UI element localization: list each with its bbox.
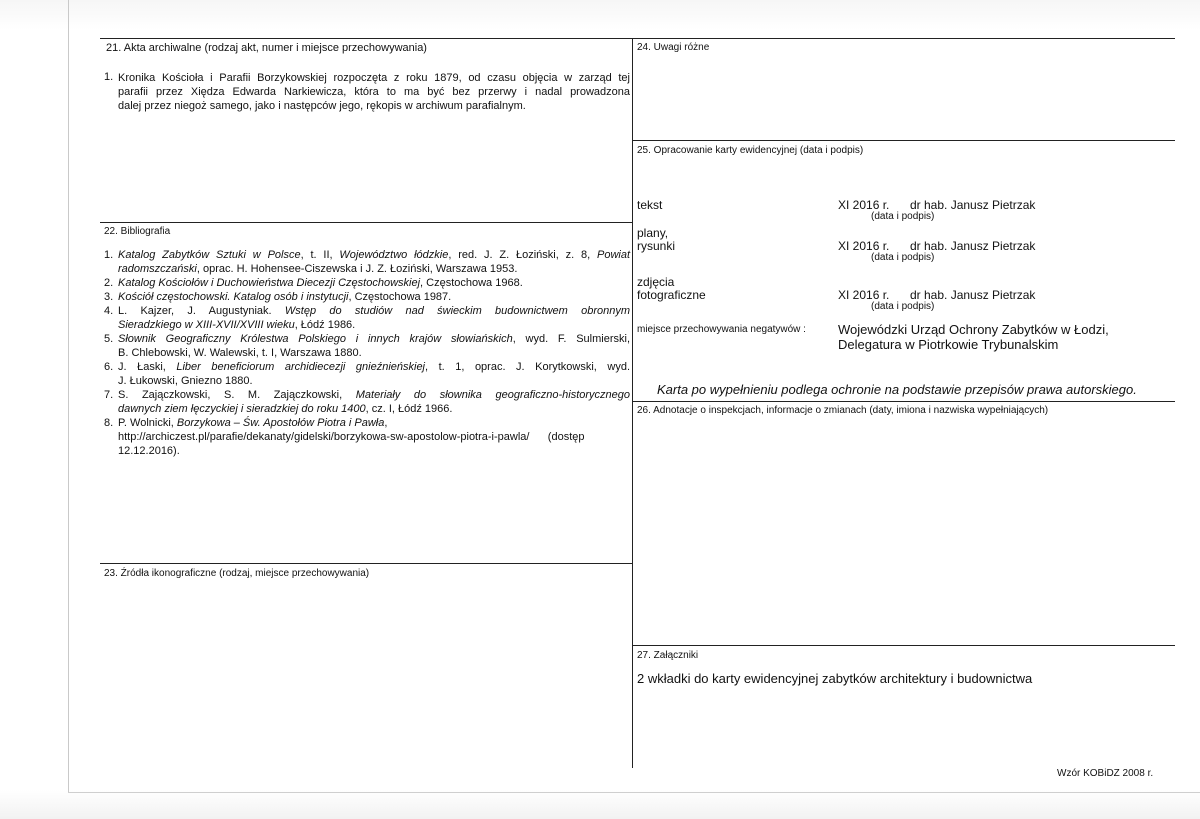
bib-item-line: Katalog Zabytków Sztuki w Polsce, t. II, Województwo łódzkie, red. J. Z. Łoziński, z. 8, Powiat <box>118 249 631 261</box>
bib-item-line: Sieradzkiego w XIII-XVII/XVIII wieku, Łódź 1986. <box>118 319 356 331</box>
prep-row-name: zdjęcia <box>637 275 675 289</box>
prep-row-date: XI 2016 r. <box>838 239 890 253</box>
bib-item-line: S. Zajączkowski, S. M. Zajączkowski, Materiały do słownika geograficzno-historycznego <box>118 389 630 401</box>
bib-item-line: P. Wolnicki, Borzykowa – Św. Apostołów Piotra i Pawła, <box>118 417 388 429</box>
rule-26-27 <box>632 645 1175 646</box>
bib-item-line: radomszczański, oprac. H. Hohensee-Ciszewska i J. Z. Łoziński, Warszawa 1953. <box>118 263 518 275</box>
negatives-location-label: miejsce przechowywania negatywów : <box>637 324 806 335</box>
bib-item-line: B. Chlebowski, W. Walewski, t. I, Warszawa 1880. <box>118 347 362 359</box>
prep-row-date: XI 2016 r. <box>838 288 890 302</box>
archive-item-line: dalej przez niegoż samego, jako i następców jego, rękopis w archiwum parafialnym. <box>118 100 526 112</box>
section-24-label: 24. Uwagi różne <box>637 42 710 53</box>
prep-row-person: dr hab. Janusz Pietrzak <box>910 239 1036 253</box>
bib-item-line: dawnych ziem łęczyckiej i sieradzkiej do roku 1400, cz. I, Łódź 1966. <box>118 403 453 415</box>
prep-row-date: XI 2016 r. <box>838 198 890 212</box>
prep-row-signature-caption: (data i podpis) <box>871 211 935 222</box>
negatives-location-value: Wojewódzki Urząd Ochrony Zabytków w Łodzi, <box>838 322 1109 337</box>
form-model-footer: Wzór KOBiDZ 2008 r. <box>1057 768 1154 779</box>
prep-row-person: dr hab. Janusz Pietrzak <box>910 198 1036 212</box>
bib-item-line: L. Kajzer, J. Augustyniak. Wstęp do studiów nad świeckim budownictwem obronnym <box>118 305 630 317</box>
section-26-label: 26. Adnotacje o inspekcjach, informacje o zmianach (daty, imiona i nazwiska wypełniających) <box>637 405 1049 416</box>
section-27-label: 27. Załączniki <box>637 650 699 661</box>
copyright-notice: Karta po wypełnieniu podlega ochronie na podstawie przepisów prawa autorskiego. <box>657 382 1137 397</box>
prep-row-name: rysunki <box>637 239 676 253</box>
bib-item-line: J. Łaski, Liber beneficiorum archidiecezji gnieźnieńskiej, t. 1, oprac. J. Korytkowski, wyd. <box>118 361 631 373</box>
archive-item-number: 1. <box>104 71 114 83</box>
rule-25-26 <box>632 401 1175 402</box>
bib-item-number: 5. <box>104 333 114 345</box>
bib-item-number: 3. <box>104 291 114 303</box>
bib-item-line: Słownik Geograficzny Królestwa Polskiego i innych krajów słowiańskich, wyd. F. Sulmierski, <box>118 333 631 345</box>
section-21-label: 21. Akta archiwalne (rodzaj akt, numer i miejsce przechowywania) <box>106 42 427 54</box>
prep-row-signature-caption: (data i podpis) <box>871 301 935 312</box>
attachments-text: 2 wkładki do karty ewidencyjnej zabytków architektury i budownictwa <box>637 671 1033 686</box>
prep-row-name: plany, <box>637 226 669 240</box>
top-rule <box>100 38 1175 39</box>
prep-row-person: dr hab. Janusz Pietrzak <box>910 288 1036 302</box>
rule-21-22 <box>100 222 632 223</box>
bib-item-number: 7. <box>104 389 114 401</box>
rule-22-23 <box>100 563 632 564</box>
negatives-location-value: Delegatura w Piotrkowie Trybunalskim <box>838 337 1059 352</box>
bib-item-number: 1. <box>104 249 114 261</box>
paper-bottom-edge <box>68 792 1200 793</box>
section-22-label: 22. Bibliografia <box>104 226 171 237</box>
prep-row-name: tekst <box>637 198 663 212</box>
paper-left-edge <box>68 0 69 792</box>
bib-item-line: J. Łukowski, Gniezno 1880. <box>118 375 253 387</box>
bib-item-number: 6. <box>104 361 114 373</box>
section-25-label: 25. Opracowanie karty ewidencyjnej (data i podpis) <box>637 145 864 156</box>
bib-item-number: 8. <box>104 417 114 429</box>
bib-item-line: Katalog Kościołów i Duchowieństwa Diecezji Częstochowskiej, Częstochowa 1968. <box>118 277 523 289</box>
bib-item-line: 12.12.2016). <box>118 445 180 457</box>
bib-item-line: Kościół częstochowski. Katalog osób i instytucji, Częstochowa 1987. <box>118 291 452 303</box>
bib-item-number: 2. <box>104 277 114 289</box>
archive-item-line: Kronika Kościoła i Parafii Borzykowskiej rozpoczęta z roku 1879, od czasu objęcia w zarząd tej <box>118 72 630 84</box>
center-divider <box>632 38 633 768</box>
section-23-label: 23. Źródła ikonograficzne (rodzaj, miejsce przechowywania) <box>104 568 370 579</box>
bib-item-url-line: http://archiczest.pl/parafie/dekanaty/gidelski/borzykowa-sw-apostolow-piotra-i-pawla/ (dostęp <box>118 431 585 443</box>
prep-row-name: fotograficzne <box>637 288 706 302</box>
archive-item-line: parafii przez Xiędza Edwarda Narkiewicza, która to ma być bez przerwy i nadal prowadzona <box>118 86 630 98</box>
rule-24-25 <box>632 140 1175 141</box>
prep-row-signature-caption: (data i podpis) <box>871 252 935 263</box>
bib-item-number: 4. <box>104 305 114 317</box>
